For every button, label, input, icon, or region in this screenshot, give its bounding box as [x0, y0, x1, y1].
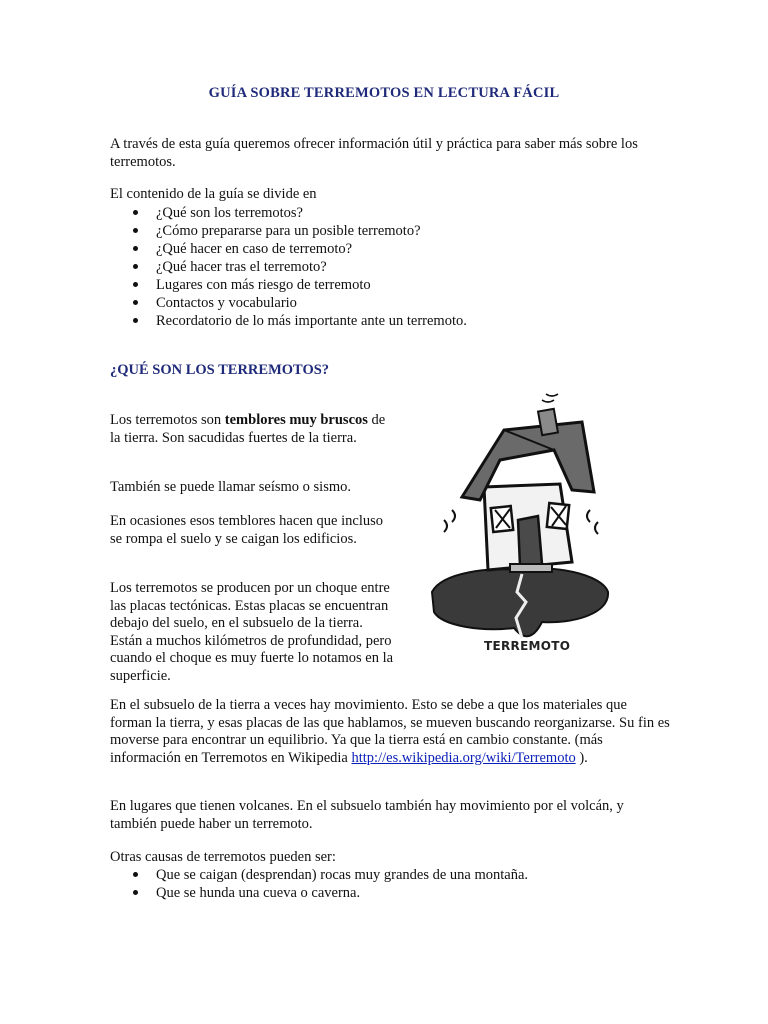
bullet-icon: [133, 282, 138, 287]
effects-paragraph: En ocasiones esos temblores hacen que incluso se rompa el suelo y se caigan los edificios.: [110, 513, 384, 547]
list-item: [110, 866, 528, 884]
list-item-text: ¿Qué hacer en caso de terremoto?: [156, 241, 353, 257]
list-item: [110, 294, 467, 312]
cracked-house-icon: [422, 392, 612, 672]
list-item-text: Contactos y vocabulario: [156, 295, 297, 311]
section-heading: ¿QUÉ SON LOS TERREMOTOS?: [110, 362, 330, 378]
document-title: GUÍA SOBRE TERREMOTOS EN LECTURA FÁCIL: [208, 85, 560, 101]
definition-text-end: de la tierra. Son sacudidas fuertes de la tierra.: [110, 412, 386, 446]
list-item-text: Lugares con más riesgo de terremoto: [156, 277, 371, 293]
bullet-icon: [133, 890, 138, 895]
wikipedia-link[interactable]: http://es.wikipedia.org/wiki/Terremoto: [351, 749, 576, 766]
bullet-icon: [133, 228, 138, 233]
synonyms-paragraph: También se puede llamar seísmo o sismo.: [110, 479, 352, 495]
list-item: [110, 312, 467, 330]
list-item: [110, 222, 467, 240]
subsoil-text: En el subsuelo de la tierra a veces hay movimiento. Esto se debe a que los materiales que forman la tierra, y esas placas de las que hablamos, se mueven buscando reorganizarse. Su fin es moverse para encontrar un equilibrio. Ya que la tierra está en cambio constante. (más información en Terremotos en Wikipedia: [110, 697, 670, 766]
earthquake-house-illustration: [422, 392, 612, 672]
list-item: [110, 884, 528, 902]
bullet-icon: [133, 246, 138, 251]
volcano-paragraph: En lugares que tienen volcanes. En el subsuelo también hay movimiento por el volcán, y también puede haber un terremoto.: [110, 798, 624, 832]
list-item: [110, 276, 467, 294]
list-item: [110, 240, 467, 258]
list-item: [110, 258, 467, 276]
list-item-text: ¿Cómo prepararse para un posible terremoto?: [156, 223, 421, 239]
contents-list: [110, 204, 467, 330]
figure-caption: TERREMOTO: [484, 639, 571, 653]
definition-text-start: Los terremotos son: [110, 412, 225, 428]
subsoil-text-end: ).: [575, 749, 588, 766]
bullet-icon: [133, 210, 138, 215]
bullet-icon: [133, 318, 138, 323]
causes-list: [110, 866, 528, 902]
list-item-text: ¿Qué son los terremotos?: [156, 205, 303, 221]
list-item: [110, 204, 467, 222]
bullet-icon: [133, 300, 138, 305]
tectonic-paragraph: Los terremotos se producen por un choque entre las placas tectónicas. Estas placas se encuentran debajo del suelo, en el subsuelo de la tierra. Están a muchos kilómetros de profundidad, pero cuando el choque es muy fuerte lo notamos en la superficie.: [110, 580, 394, 684]
other-causes-intro: Otras causas de terremotos pueden ser:: [110, 849, 336, 865]
bullet-icon: [133, 264, 138, 269]
contents-intro: El contenido de la guía se divide en: [110, 186, 317, 202]
intro-paragraph: A través de esta guía queremos ofrecer información útil y práctica para saber más sobre los terremotos.: [110, 136, 638, 170]
list-item-text: Que se hunda una cueva o caverna.: [156, 885, 361, 901]
list-item-text: ¿Qué hacer tras el terremoto?: [156, 259, 327, 275]
bullet-icon: [133, 872, 138, 877]
subsoil-paragraph: [110, 697, 670, 767]
definition-emphasis: temblores muy bruscos: [224, 412, 368, 428]
list-item-text: Recordatorio de lo más importante ante un terremoto.: [156, 313, 467, 329]
list-item-text: Que se caigan (desprendan) rocas muy grandes de una montaña.: [156, 867, 529, 883]
definition-paragraph: [110, 412, 395, 447]
